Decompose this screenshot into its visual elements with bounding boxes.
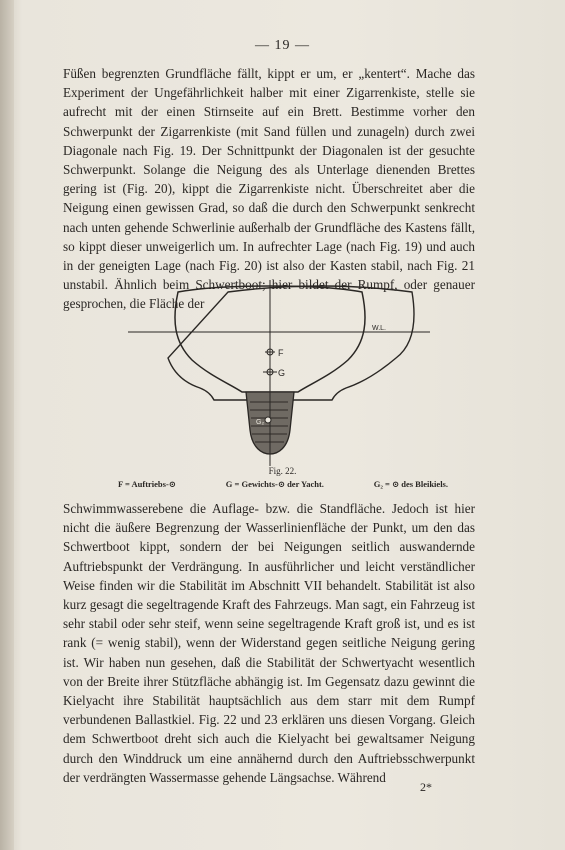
legend-item-G: G = Gewichts-⊙ der Yacht. [225, 479, 324, 489]
legend-item-F: F = Auftriebs-⊙ [118, 479, 176, 489]
keel-gravity-point [265, 417, 271, 423]
legend-item-G2: G₂ = ⊙ des Bleikiels. [373, 479, 448, 489]
label-G: G [278, 368, 286, 378]
figure-caption: Fig. 22. [268, 466, 297, 476]
label-F: F [278, 348, 284, 358]
figure-22-keel-yacht-section [120, 280, 440, 470]
paragraph-1: Füßen begrenzten Grundfläche fällt, kippt er um, er „kentert“. Mache das Experiment der Ungefährlichkeit halber mit einer Zigarrenkiste, stelle sie aufrecht mit der einen Stirnseite auf ein Brett. Bestimme vorher den Schwerpunkt der Zigarrenkiste (mit Sand füllen und zunageln) durch zwei Diagonale nach Fig. 19. Der Schnittpunkt der Diagonalen ist der gesuchte Schwerpunkt. Solange die Neigung des als Unterlage dienenden Brettes gering ist (Fig. 20), kippt die Zigarrenkiste nicht. Überschreitet aber die Neigung einen gewissen Grad, so daß die durch den Schwerpunkt senkrecht nach unten gehende Schwerlinie außerhalb der Grundfläche des Kastens fällt, so kippt dieser unweigerlich um. In aufrechter Lage (nach Fig. 19) und auch in der geneigten Lage (nach Fig. 20) ist also der Kasten stabil, nach Fig. 21 unstabil. Ähnlich beim Schwertboot; hier bildet der Rumpf, oder genauer gesprochen, die Fläche der [63, 66, 475, 312]
page-gutter [0, 0, 14, 850]
paragraph-2: Schwimmwasserebene die Auflage- bzw. die Standfläche. Jedoch ist hier nicht die äußere Begrenzung der Wasserlinienfläche der Punkt, um den das Schwertboot kippt, sondern der bei Neigungen seitlich auswandernde Auftriebspunkt der Verdrängung. In ausführlicher und leicht verständlicher Weise finden wir die Stabilität im Abschnitt VII behandelt. Stabilität ist also kurz gesagt die segeltragende Kraft des Fahrzeugs. Man sagt, ein Fahrzeug ist sehr stabil oder sehr steif, wenn seine segeltragende Kraft groß ist, und es ist rank (= wenig stabil), wenn der Widerstand gegen seitliche Neigung gering ist. Wir haben nun gesehen, daß die Stabilität der Schwertyacht wesentlich von der Breite ihrer Stützfläche abhängig ist. Im Gegensatz dazu gewinnt die Kielyacht ihre Stabilität hauptsächlich aus dem starr mit dem Rumpf verbundenen Ballastkiel. Fig. 22 und 23 erklären uns diesen Vorgang. Gleich dem Schwertboot dreht sich auch die Kielyacht bei gewaltsamer Neigung durch den Winddruck um eine annähernd durch den Auftriebsschwerpunkt der verdrängten Wassermasse gehende Längsachse. Während [63, 501, 475, 785]
signature-mark: 2* [420, 780, 432, 794]
figure-legend [118, 479, 448, 490]
text-block-bottom [63, 499, 475, 787]
text-block-top [63, 64, 475, 314]
hull-outline [168, 286, 414, 400]
page-number: — 19 — [255, 38, 310, 53]
waterline-label: W.L. [372, 325, 387, 332]
label-G2: G₂ [256, 419, 265, 426]
